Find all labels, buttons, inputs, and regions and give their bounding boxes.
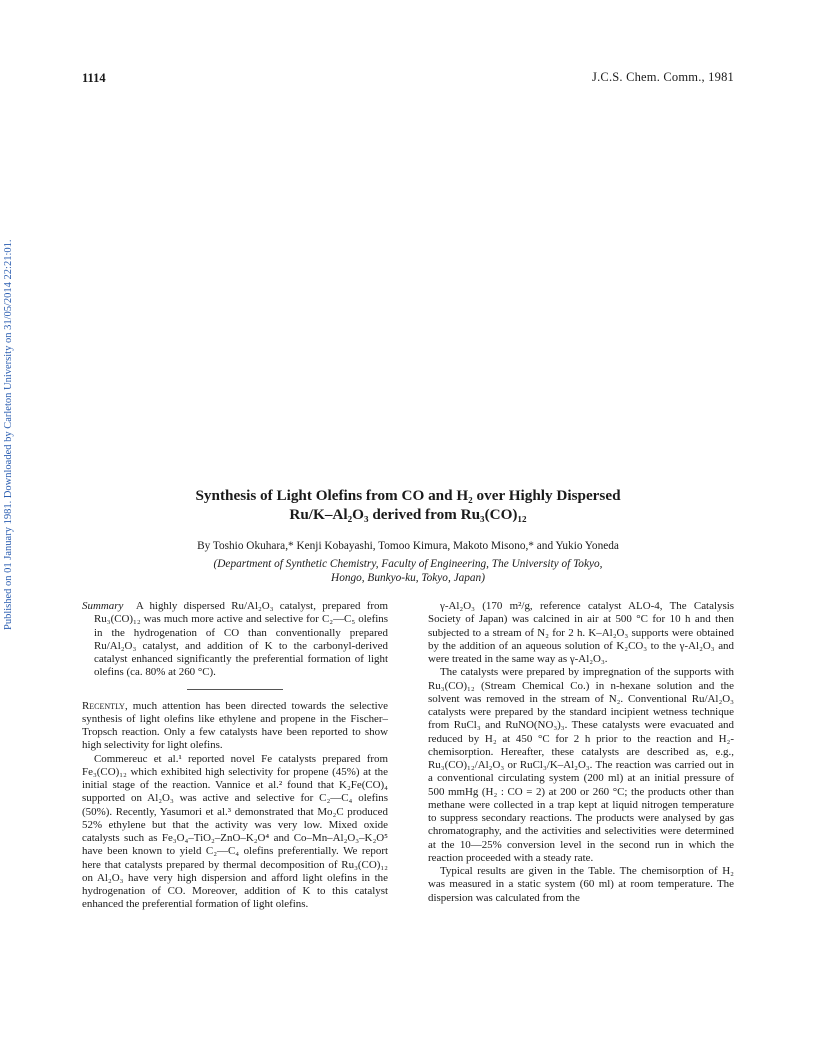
author-list: By Toshio Okuhara,* Kenji Kobayashi, Tomoo Kimura, Makoto Misono,* and Yukio Yoneda — [197, 540, 619, 552]
affiliation — [82, 557, 734, 585]
title-line-1: Synthesis of Light Olefins from CO and H₂ over Highly Dispersed — [195, 487, 621, 504]
download-watermark — [4, 200, 14, 630]
intro-lead-word: Recently — [82, 699, 125, 712]
summary-label: Summary — [82, 600, 124, 612]
summary-text: A highly dispersed Ru/Al₂O₃ catalyst, prepared from Ru₃(CO)₁₂ was much more active and selective for C₂—C₅ olefins in the hydrogenation of CO than conventionally prepared Ru/Al₂O₃ catalyst, and addition of K to the carbonyl-derived catalyst enhanced significantly the preferential formation of light olefins (ca. 80% at 260 °C). — [94, 600, 388, 679]
journal-header: J.C.S. Chem. Comm., 1981 — [592, 70, 734, 84]
background-paragraph: Commereuc et al.¹ reported novel Fe catalysts prepared from Fe₃(CO)₁₂ which exhibited high selectivity for propene (45%) at the initial stage of the reaction. Vannice et al.² found that K₂Fe(CO)₄ supported on Al₂O₃ was active and selective for C₂—C₄ olefins (50%). Recently, Yasumori et al.³ demonstrated that Mo₂C produced 52% ethylene but that the activity was very low. Mixed oxide catalysts such as Fe₃O₄–TiO₂–ZnO–K₂O⁴ and Co–Mn–Al₂O₃–K₂O⁵ have been known to yield C₂—C₄ olefins preferentially. We report here that catalysts prepared by thermal decomposition of Ru₃(CO)₁₂ on Al₂O₃ have very high dispersion and afford light olefins in the hydrogenation of CO. Moreover, addition of K to this catalyst enhanced the preferential formation of light olefins. — [82, 752, 388, 911]
results-paragraph: Typical results are given in the Table. The chemisorption of H₂ was measured in a static system (60 ml) at room temperature. The dispersion was calculated from the — [428, 865, 734, 904]
affiliation-line-2: Hongo, Bunkyo-ku, Tokyo, Japan) — [331, 572, 485, 584]
left-column — [82, 600, 388, 912]
intro-paragraph — [82, 700, 388, 753]
article-title — [82, 486, 734, 524]
right-column — [428, 600, 734, 905]
support-prep-paragraph: γ-Al₂O₃ (170 m²/g, reference catalyst ALO-4, The Catalysis Society of Japan) was calcined in air at 500 °C for 10 h and then subjected to a stream of N₂ for 2 h. K–Al₂O₃ supports were obtained by the addition of an aqueous solution of K₂CO₃ to the γ-Al₂O₃ and were treated in the same way as γ-Al₂O₃. — [428, 600, 734, 665]
title-line-2: Ru/K–Al₂O₃ derived from Ru₃(CO)₁₂ — [289, 506, 527, 523]
intro-text: , much attention has been directed towards the selective synthesis of light olefins like ethylene and propene in the Fischer–Tropsch reaction. Only a few catalysts have been reported to show high selectivity for light olefins. — [82, 699, 388, 752]
summary-paragraph — [82, 600, 388, 680]
catalyst-prep-paragraph: The catalysts were prepared by impregnation of the supports with Ru₃(CO)₁₂ (Stream Chemical Co.) in n-hexane solution and the solvent was removed in the stream of N₂. Conventional Ru/Al₂O₃ catalysts were prepared by the standard incipient wetness technique from RuCl₃ and RuNO(NO₃)₃. These catalysts were evacuated and reduced by H₂ at 450 °C for 2 h prior to the reaction and H₂-chemisorption. Hereafter, these catalysts are described as, e.g., Ru₃(CO)₁₂/Al₂O₃ or RuCl₃/K–Al₂O₃. The reaction was carried out in a conventional circulating system (200 ml) at an initial pressure of 500 mmHg (H₂ : CO = 2) at 200 or 260 °C; the products other than methane were collected in a trap kept at liquid nitrogen temperature to suppress secondary reactions. The products were analysed by gas chromatography, and the activities and selectivities were determined at the 10—25% conversion level in the second run in which the reaction proceeded with a steady rate. — [428, 666, 734, 864]
download-notice: Published on 01 January 1981. Downloaded by Carleton University on 31/05/2014 22:21:01. — [3, 239, 14, 630]
page-number: 1114 — [82, 71, 106, 85]
section-divider — [187, 689, 283, 690]
affiliation-line-1: (Department of Synthetic Chemistry, Faculty of Engineering, The University of Tokyo, — [213, 558, 603, 570]
